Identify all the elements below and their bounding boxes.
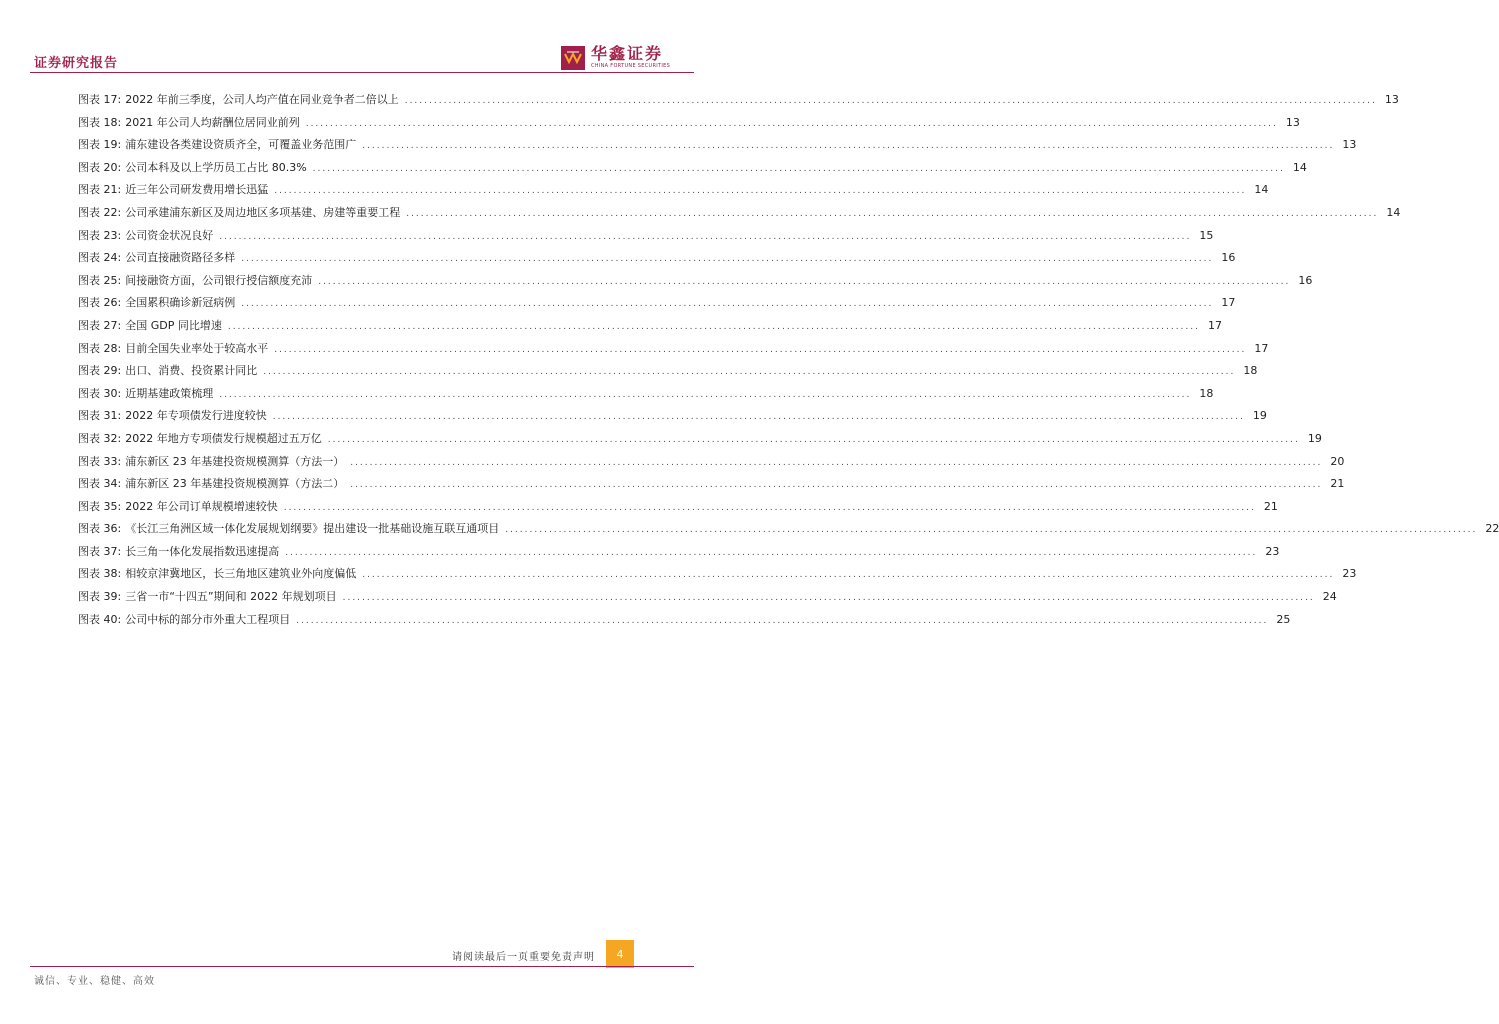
toc-dot-leader: ........................................................................................................................................................................................................ [362, 141, 1335, 152]
toc-entry[interactable] [78, 340, 1269, 363]
toc-entry-title: 2022 年专项债发行进度较快 [125, 409, 267, 423]
toc-dot-leader: ........................................................................................................................................................................................................ [219, 231, 1192, 242]
toc-entry-label: 图表 37: [78, 544, 122, 558]
toc-entry-page: 18 [1199, 386, 1214, 400]
toc-dot-leader: ........................................................................................................................................................................................................ [285, 547, 1258, 558]
toc-entry-page: 16 [1221, 251, 1236, 265]
toc-entry-title: 全国累积确诊新冠病例 [125, 296, 236, 310]
logo-chinese-name: 华鑫证券 [591, 44, 664, 63]
toc-entry[interactable] [78, 294, 1236, 317]
toc-entry-page: 18 [1243, 364, 1258, 378]
toc-entry-title: 近三年公司研发费用增长迅猛 [125, 183, 269, 197]
toc-entry-title: 2022 年前三季度，公司人均产值在同业竞争者二倍以上 [125, 93, 399, 106]
toc-entry[interactable] [78, 362, 1258, 385]
toc-dot-leader: ........................................................................................................................................................................................................ [219, 389, 1192, 400]
toc-entry[interactable] [78, 317, 1222, 340]
toc-entry-label: 图表 32: [78, 431, 122, 445]
footer-divider [30, 966, 694, 967]
company-slogan: 诚信、专业、稳健、高效 [34, 976, 155, 987]
toc-dot-leader: ........................................................................................................................................................................................................ [274, 344, 1247, 355]
toc-dot-leader: ........................................................................................................................................................................................................ [362, 570, 1335, 581]
toc-dot-leader: ........................................................................................................................................................................................................ [274, 186, 1247, 197]
toc-entry-page: 13 [1342, 138, 1357, 152]
toc-entry[interactable] [78, 430, 1322, 453]
toc-entry-title: 2022 年地方专项债发行规模超过五万亿 [125, 431, 322, 445]
toc-entry-page: 17 [1208, 318, 1222, 332]
toc-entry-title: 公司资金状况良好 [125, 228, 214, 242]
toc-entry-title: 近期基建政策梳理 [125, 386, 214, 400]
toc-entry-label: 图表 35: [78, 499, 122, 513]
toc-entry-title: 浦东新区 23 年基建投资规模测算（方法一） [125, 454, 345, 468]
toc-entry[interactable] [78, 136, 1357, 159]
toc-entry-label: 图表 19: [78, 138, 122, 152]
toc-entry-title: 长三角一体化发展指数迅速提高 [125, 544, 280, 558]
toc-entry-page: 15 [1199, 228, 1214, 242]
toc-entry-page: 14 [1386, 205, 1401, 219]
toc-entry-page: 21 [1330, 477, 1345, 491]
toc-entry[interactable] [78, 159, 1307, 182]
toc-dot-leader: ........................................................................................................................................................................................................ [350, 457, 1323, 468]
toc-entry-label: 图表 34: [78, 477, 122, 491]
toc-entry-label: 图表 33: [78, 454, 122, 468]
toc-entry-page: 17 [1254, 341, 1269, 355]
company-logo [561, 45, 670, 70]
toc-entry[interactable] [78, 272, 1313, 295]
toc-dot-leader: ........................................................................................................................................................................................................ [241, 254, 1214, 265]
toc-entry-page: 13 [1384, 93, 1399, 106]
toc-dot-leader: ........................................................................................................................................................................................................ [227, 321, 1200, 332]
toc-entry-label: 图表 18: [78, 115, 122, 129]
toc-dot-leader: ........................................................................................................................................................................................................ [312, 163, 1285, 174]
toc-entry-page: 23 [1342, 567, 1357, 581]
disclaimer-note: 请阅读最后一页重要免责声明 [452, 952, 595, 963]
toc-entry-title: 相较京津冀地区，长三角地区建筑业外向度偏低 [125, 567, 357, 581]
toc-entry-title: 公司直接融资路径多样 [125, 251, 236, 265]
toc-entry-label: 图表 40: [78, 612, 122, 626]
toc-entry-label: 图表 23: [78, 228, 122, 242]
toc-entry[interactable] [78, 543, 1280, 566]
toc-entry-title: 间接融资方面，公司银行授信额度充沛 [125, 273, 313, 287]
toc-entry-label: 图表 39: [78, 590, 122, 604]
toc-entry-label: 图表 20: [78, 160, 122, 174]
toc-entry-label: 图表 27: [78, 318, 122, 332]
logo-mark-icon [561, 46, 585, 70]
toc-entry[interactable] [78, 204, 1401, 227]
toc-entry-title: 浦东新区 23 年基建投资规模测算（方法二） [125, 477, 345, 491]
toc-entry-title: 公司本科及以上学历员工占比 80.3% [125, 160, 307, 174]
toc-entry-page: 20 [1330, 454, 1345, 468]
toc-dot-leader: ........................................................................................................................................................................................................ [263, 367, 1236, 378]
toc-entry-page: 14 [1254, 183, 1269, 197]
toc-entry-page: 19 [1252, 409, 1267, 423]
toc-entry[interactable] [78, 91, 1399, 114]
toc-dot-leader: ........................................................................................................................................................................................................ [283, 502, 1256, 513]
logo-english-name: CHINA FORTUNE SECURITIES [591, 63, 671, 69]
header-divider [30, 72, 694, 73]
toc-entry[interactable] [78, 520, 1499, 543]
toc-entry-title: 出口、消费、投资累计同比 [125, 364, 258, 378]
toc-entry[interactable] [78, 475, 1345, 498]
toc-entry[interactable] [78, 611, 1291, 634]
toc-entry[interactable] [78, 565, 1357, 588]
toc-entry-label: 图表 24: [78, 251, 122, 265]
toc-entry[interactable] [78, 114, 1300, 137]
toc-entry[interactable] [78, 249, 1236, 272]
toc-entry-page: 23 [1265, 544, 1280, 558]
toc-dot-leader: ........................................................................................................................................................................................................ [406, 208, 1379, 219]
toc-dot-leader: ........................................................................................................................................................................................................ [342, 593, 1315, 604]
toc-dot-leader: ........................................................................................................................................................................................................ [296, 615, 1269, 626]
toc-entry[interactable] [78, 453, 1345, 476]
page-number-badge: 4 [606, 940, 634, 968]
toc-entry-title: 全国 GDP 同比增速 [125, 318, 222, 332]
toc-entry[interactable] [78, 407, 1267, 430]
toc-entry-title: 目前全国失业率处于较高水平 [125, 341, 269, 355]
toc-entry-label: 图表 28: [78, 341, 122, 355]
toc-dot-leader: ........................................................................................................................................................................................................ [505, 525, 1478, 536]
toc-entry-label: 图表 31: [78, 409, 122, 423]
toc-entry[interactable] [78, 227, 1214, 250]
toc-entry-page: 19 [1307, 431, 1322, 445]
toc-entry-label: 图表 36: [78, 522, 122, 536]
toc-entry-label: 图表 26: [78, 296, 122, 310]
toc-dot-leader: ........................................................................................................................................................................................................ [305, 118, 1278, 129]
toc-entry-page: 14 [1292, 160, 1307, 174]
toc-entry-label: 图表 30: [78, 386, 122, 400]
toc-entry-page: 22 [1485, 522, 1499, 536]
toc-entry-label: 图表 25: [78, 273, 122, 287]
toc-entry-page: 24 [1322, 590, 1337, 604]
toc-entry[interactable] [78, 498, 1278, 521]
toc-entry-label: 图表 38: [78, 567, 122, 581]
toc-dot-leader: ........................................................................................................................................................................................................ [272, 412, 1245, 423]
toc-entry-page: 16 [1298, 273, 1313, 287]
report-type-title: 证券研究报告 [34, 56, 119, 71]
toc-entry[interactable] [78, 181, 1269, 204]
toc-dot-leader: ........................................................................................................................................................................................................ [318, 276, 1291, 287]
toc-entry-label: 图表 29: [78, 364, 122, 378]
toc-dot-leader: ........................................................................................................................................................................................................ [350, 480, 1323, 491]
toc-entry-title: 《长江三角洲区域一体化发展规划纲要》提出建设一批基础设施互联互通项目 [125, 522, 500, 536]
toc-dot-leader: ........................................................................................................................................................................................................ [404, 96, 1377, 106]
toc-entry-title: 公司中标的部分市外重大工程项目 [125, 612, 291, 626]
toc-entry-page: 25 [1276, 612, 1291, 626]
toc-entry-title: 三省一市“十四五”期间和 2022 年规划项目 [125, 590, 337, 604]
toc-entry-label: 图表 17: [78, 93, 122, 106]
toc-entry-label: 图表 22: [78, 205, 122, 219]
toc-entry-title: 2021 年公司人均薪酬位居同业前列 [125, 115, 300, 129]
toc-entry-page: 17 [1221, 296, 1236, 310]
toc-entry[interactable] [78, 588, 1337, 611]
toc-entry-page: 21 [1263, 499, 1278, 513]
toc-dot-leader: ........................................................................................................................................................................................................ [241, 299, 1214, 310]
toc-entry-title: 浦东建设各类建设资质齐全，可覆盖业务范围广 [125, 138, 357, 152]
figure-table-of-contents [78, 91, 1499, 633]
toc-entry-title: 2022 年公司订单规模增速较快 [125, 499, 278, 513]
toc-entry-page: 13 [1285, 115, 1300, 129]
toc-entry-title: 公司承建浦东新区及周边地区多项基建、房建等重要工程 [125, 205, 401, 219]
toc-entry[interactable] [78, 385, 1214, 408]
toc-entry-label: 图表 21: [78, 183, 122, 197]
toc-dot-leader: ........................................................................................................................................................................................................ [327, 434, 1300, 445]
